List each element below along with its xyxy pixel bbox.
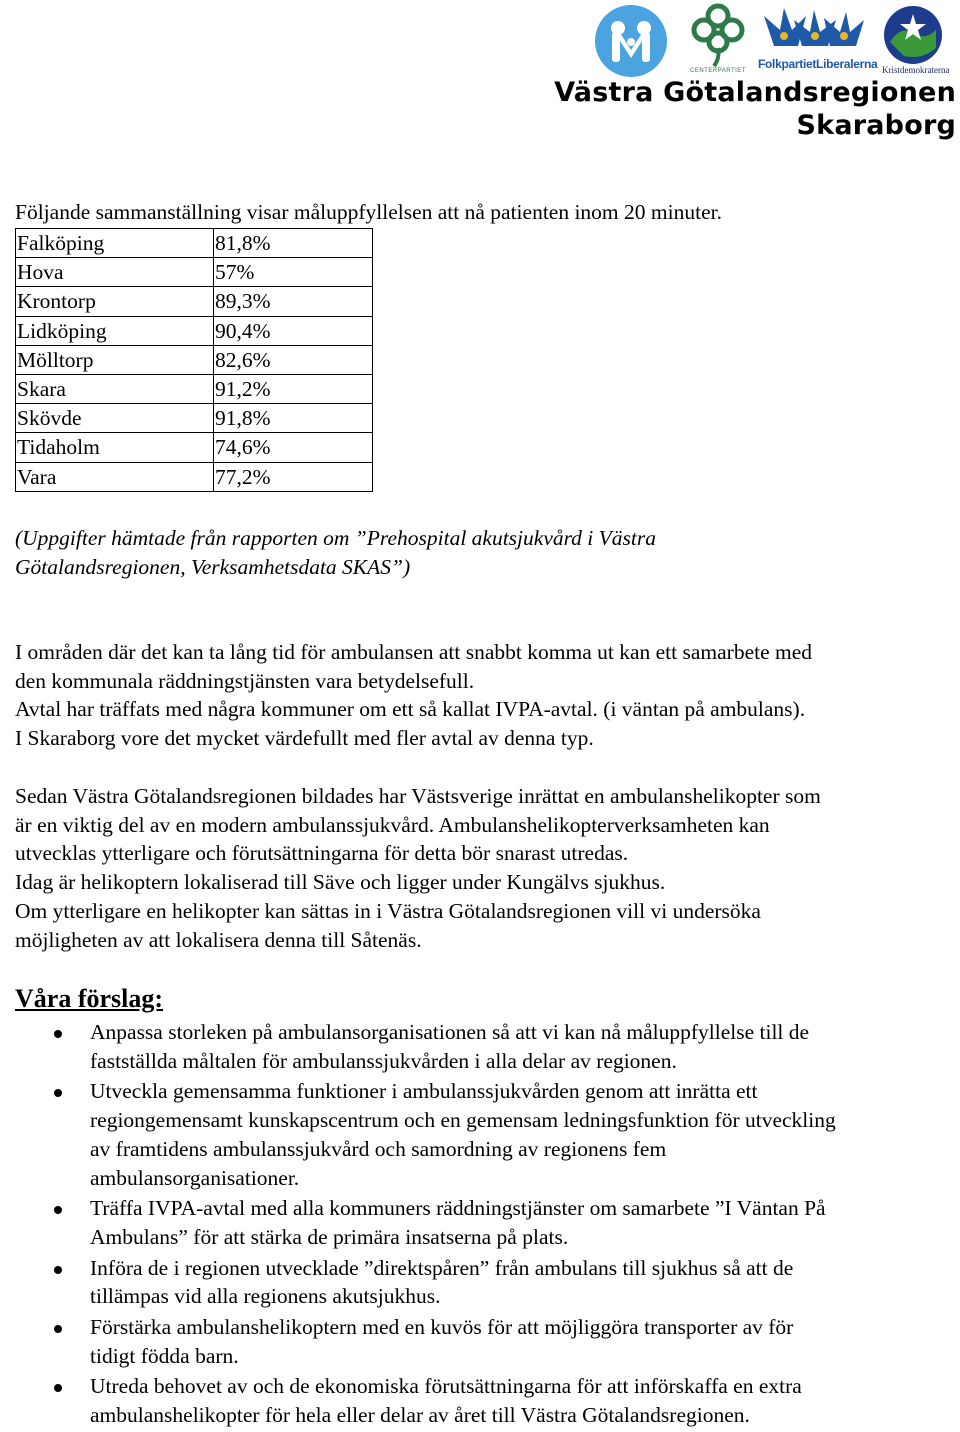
- table-row: [16, 404, 373, 433]
- list-item: [0, 1194, 958, 1251]
- table-row: [16, 374, 373, 403]
- list-item-line: Införa de i regionen utvecklade ”direktspåren” från ambulans till sjukhus så att de: [90, 1255, 794, 1280]
- fulfilment-value: 74,6%: [214, 433, 373, 462]
- folkpartiet-flower-icon: [754, 6, 874, 56]
- station-name: Hova: [16, 258, 214, 287]
- paragraph-line: möjligheten av att lokalisera denna till Såtenäs.: [15, 927, 422, 952]
- paragraph-line: Om ytterligare en helikopter kan sättas in i Västra Götalandsregionen vill vi undersöka: [15, 898, 761, 923]
- station-name: Lidköping: [16, 316, 214, 345]
- fulfilment-value: 90,4%: [214, 316, 373, 345]
- fulfilment-value: 81,8%: [214, 229, 373, 258]
- list-item-line: Träffa IVPA-avtal med alla kommuners räddningstjänster om samarbete ”I Väntan På: [90, 1196, 826, 1221]
- list-item: [0, 1372, 958, 1429]
- list-item-line: Anpassa storleken på ambulansorganisationen så att vi kan nå måluppfyllelse till de: [90, 1020, 810, 1044]
- paragraph-line: Idag är helikoptern lokaliserad till Säve och ligger under Kungälvs sjukhus.: [15, 870, 666, 895]
- paragraph-line: I områden där det kan ta lång tid för ambulansen att snabbt komma ut kan ett samarbete med: [15, 640, 813, 664]
- region-name: Västra Götalandsregionen: [554, 77, 956, 108]
- list-item-line: Ambulans” för att stärka de primära insatserna på plats.: [90, 1224, 569, 1249]
- fulfilment-value: 89,3%: [214, 287, 373, 316]
- kristdemokraterna-label: Kristdemokraterna: [882, 65, 950, 75]
- bullet-icon: [54, 1384, 62, 1392]
- list-item-line: Förstärka ambulanshelikoptern med en kuvös för att möjliggöra transporter av för: [90, 1315, 794, 1340]
- fulfilment-value: 77,2%: [214, 462, 373, 491]
- fulfilment-value: 91,2%: [214, 374, 373, 403]
- table-row: [16, 287, 373, 316]
- proposals-heading: Våra förslag:: [15, 984, 164, 1013]
- table-row: [16, 433, 373, 462]
- bullet-icon: [54, 1030, 62, 1038]
- centerpartiet-clover-icon: [688, 2, 748, 68]
- response-time-table: [15, 228, 373, 492]
- table-row: [16, 229, 373, 258]
- helicopter-paragraph: [15, 782, 955, 954]
- station-name: Mölltorp: [16, 345, 214, 374]
- paragraph-line: Sedan Västra Götalandsregionen bildades har Västsverige inrättat en ambulanshelikopter som: [15, 784, 821, 808]
- station-name: Skara: [16, 374, 214, 403]
- centerpartiet-label: CENTERPARTIET: [690, 68, 746, 74]
- fulfilment-value: 57%: [214, 258, 373, 287]
- table-row: [16, 345, 373, 374]
- list-item: [0, 1254, 958, 1311]
- ivpa-paragraph: [15, 638, 950, 753]
- table-row: [16, 462, 373, 491]
- party-logos: [592, 2, 960, 80]
- moderaterna-logo-icon: [594, 4, 668, 78]
- list-item-line: tillämpas vid alla regionens akutsjukhus.: [90, 1284, 441, 1309]
- list-item-line: av framtidens ambulanssjukvård och samordning av regionens fem: [90, 1136, 667, 1161]
- table-row: [16, 258, 373, 287]
- list-item-line: tidigt födda barn.: [90, 1343, 239, 1368]
- list-item-line: ambulanshelikopter för hela eller delar av året till Västra Götalandsregionen.: [90, 1403, 750, 1428]
- bullet-icon: [54, 1325, 62, 1333]
- list-item: [0, 1313, 958, 1370]
- list-item-line: regiongemensamt kunskapscentrum och en gemensam ledningsfunktion för utveckling: [90, 1108, 836, 1133]
- paragraph-line: I Skaraborg vore det mycket värdefullt med fler avtal av denna typ.: [15, 726, 594, 751]
- source-note: [15, 524, 656, 581]
- list-item-line: Utreda behovet av och de ekonomiska förutsättningarna för att införskaffa en extra: [90, 1374, 802, 1399]
- paragraph-line: utvecklas ytterligare och förutsättningarna för detta bör snarast utredas.: [15, 841, 629, 866]
- list-item: [0, 1018, 958, 1075]
- source-line: Götalandsregionen, Verksamhetsdata SKAS”): [15, 554, 411, 579]
- list-item-line: fastställda måltalen för ambulanssjukvården i alla delar av regionen.: [90, 1048, 677, 1073]
- fulfilment-value: 82,6%: [214, 345, 373, 374]
- intro-text: Följande sammanställning visar måluppfyllelsen att nå patienten inom 20 minuter.: [15, 200, 722, 224]
- station-name: Falköping: [16, 229, 214, 258]
- list-item: [0, 1077, 958, 1192]
- fulfilment-value: 91,8%: [214, 404, 373, 433]
- station-name: Krontorp: [16, 287, 214, 316]
- station-name: Skövde: [16, 404, 214, 433]
- station-name: Tidaholm: [16, 433, 214, 462]
- source-line: (Uppgifter hämtade från rapporten om ”Prehospital akutsjukvård i Västra: [15, 526, 656, 550]
- paragraph-line: Avtal har träffats med några kommuner om ett så kallat IVPA-avtal. (i väntan på ambulans).: [15, 697, 806, 722]
- station-name: Vara: [16, 462, 214, 491]
- paragraph-line: den kommunala räddningstjänsten vara betydelsefull.: [15, 668, 475, 693]
- kristdemokraterna-logo-icon: [882, 4, 944, 66]
- paragraph-line: är en viktig del av en modern ambulanssjukvård. Ambulanshelikopterverksamheten kan: [15, 812, 770, 837]
- list-item-line: ambulansorganisationer.: [90, 1165, 300, 1190]
- bullet-icon: [54, 1206, 62, 1214]
- bullet-icon: [54, 1089, 62, 1097]
- folkpartiet-label: FolkpartietLiberalerna: [758, 57, 878, 71]
- list-item-line: Utveckla gemensamma funktioner i ambulanssjukvården genom att inrätta ett: [90, 1079, 758, 1104]
- region-title: [554, 76, 956, 142]
- region-subname: Skaraborg: [796, 110, 956, 141]
- proposals-list: [0, 1018, 960, 1432]
- table-row: [16, 316, 373, 345]
- bullet-icon: [54, 1266, 62, 1274]
